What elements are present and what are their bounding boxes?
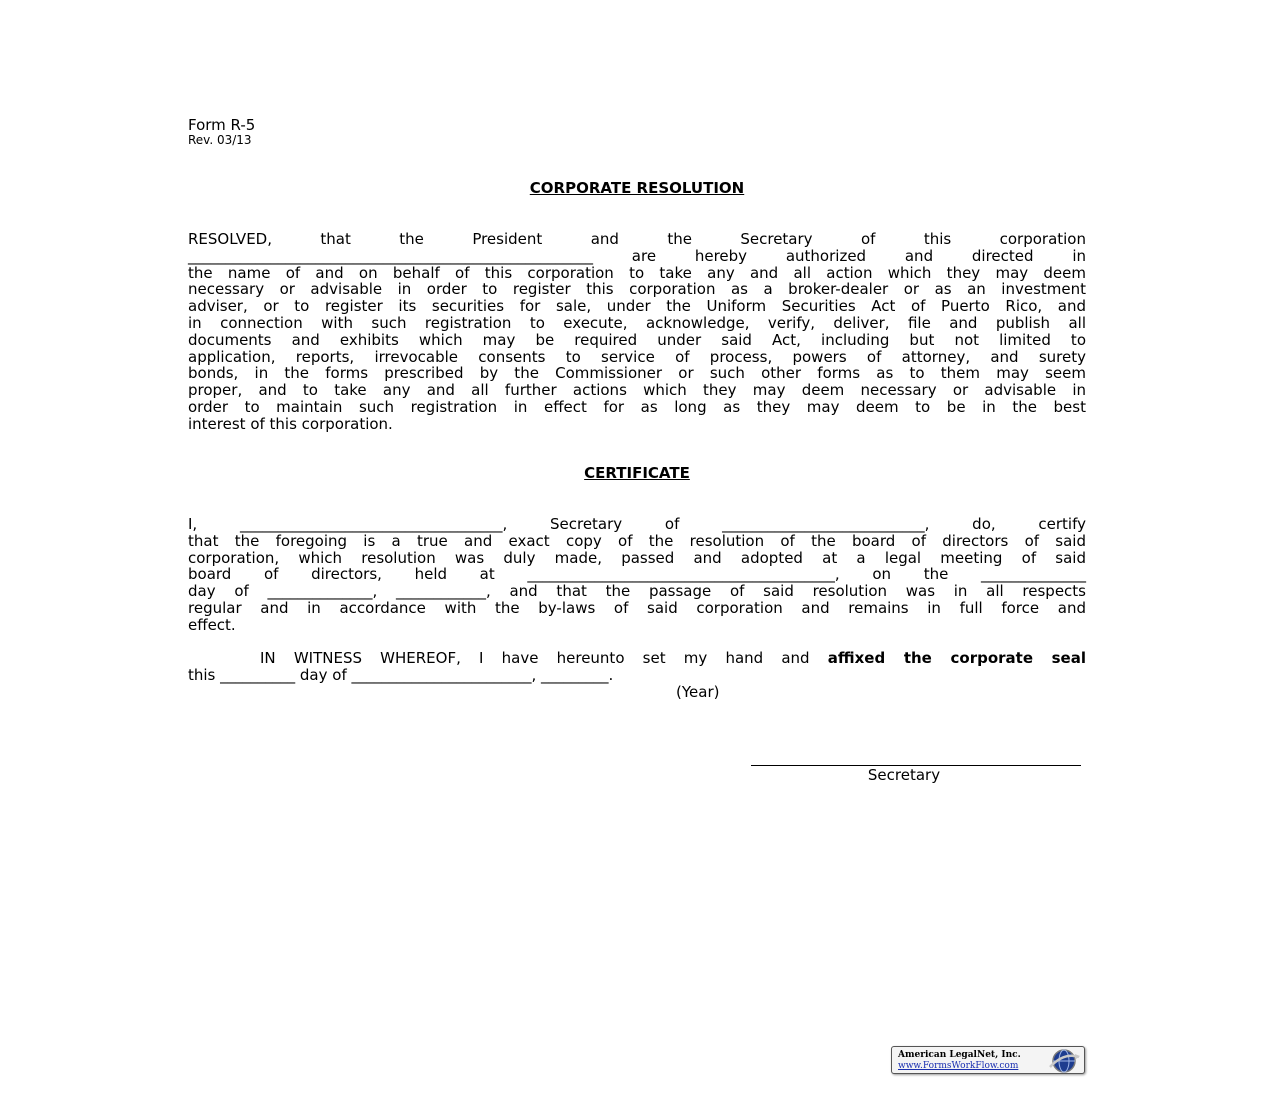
globe-logo-icon	[1046, 1048, 1082, 1074]
resolution-line: documents and exhibits which may be required under said Act, including but not limited to	[188, 330, 1086, 349]
badge-url-link[interactable]: www.FormsWorkFlow.com	[898, 1061, 1019, 1071]
certificate-line: that the foregoing is a true and exact copy of the resolution of the board of directors of said	[188, 531, 1086, 550]
resolution-line: proper, and to take any and all further actions which they may deem necessary or advisable in	[188, 381, 1086, 400]
witness-clause	[188, 650, 1086, 667]
resolution-line: adviser, or to register its securities for sale, under the Uniform Securities Act of Puerto Rico, and	[188, 297, 1086, 316]
signature-label: Secretary	[867, 766, 941, 784]
certificate-line: I, ___________________________________, Secretary of ___________________________, do, certify	[188, 515, 1086, 533]
certificate-line: day of ______________, ____________, and that the passage of said resolution was in all respects	[188, 582, 1086, 601]
resolution-line: necessary or advisable in order to register this corporation as a broker-dealer or as an investment	[188, 280, 1086, 299]
resolution-title: CORPORATE RESOLUTION	[529, 179, 745, 197]
witness-date-line: this __________ day of ________________________, _________.	[188, 666, 614, 684]
certificate-title: CERTIFICATE	[584, 464, 690, 482]
certificate-line: regular and in accordance with the by-laws of said corporation and remains in full force and	[188, 598, 1086, 617]
resolution-line: order to maintain such registration in effect for as long as they may deem to be in the best	[188, 397, 1086, 416]
certificate-line: effect.	[188, 615, 236, 634]
witness-bold-text: affixed the corporate seal	[827, 649, 1086, 667]
publisher-badge[interactable]	[891, 1046, 1085, 1074]
resolution-line: bonds, in the forms prescribed by the Commissioner or such other forms as to them may seem	[188, 364, 1086, 383]
resolution-line: interest of this corporation.	[188, 414, 393, 433]
resolution-paragraph	[188, 231, 1086, 433]
certificate-paragraph	[188, 516, 1086, 634]
resolution-line: RESOLVED, that the President and the Secretary of this corporation	[188, 230, 1086, 248]
certificate-line: board of directors, held at _________________________________________, on the ______________	[188, 565, 1086, 584]
resolution-line: application, reports, irrevocable consents to service of process, powers of attorney, and surety	[188, 347, 1086, 366]
year-label: (Year)	[676, 683, 720, 701]
resolution-line: in connection with such registration to execute, acknowledge, verify, deliver, file and publish all	[188, 313, 1086, 332]
resolution-line: the name of and on behalf of this corporation to take any and all action which they may deem	[188, 263, 1086, 282]
badge-company: American LegalNet, Inc.	[898, 1050, 1021, 1060]
witness-text: IN WITNESS WHEREOF, I have hereunto set my hand and	[260, 649, 810, 667]
form-revision: Rev. 03/13	[188, 133, 252, 147]
form-code: Form R-5	[188, 116, 256, 134]
resolution-line: ______________________________________________________ are hereby authorized and directed in	[188, 246, 1086, 265]
certificate-line: corporation, which resolution was duly made, passed and adopted at a legal meeting of said	[188, 548, 1086, 567]
